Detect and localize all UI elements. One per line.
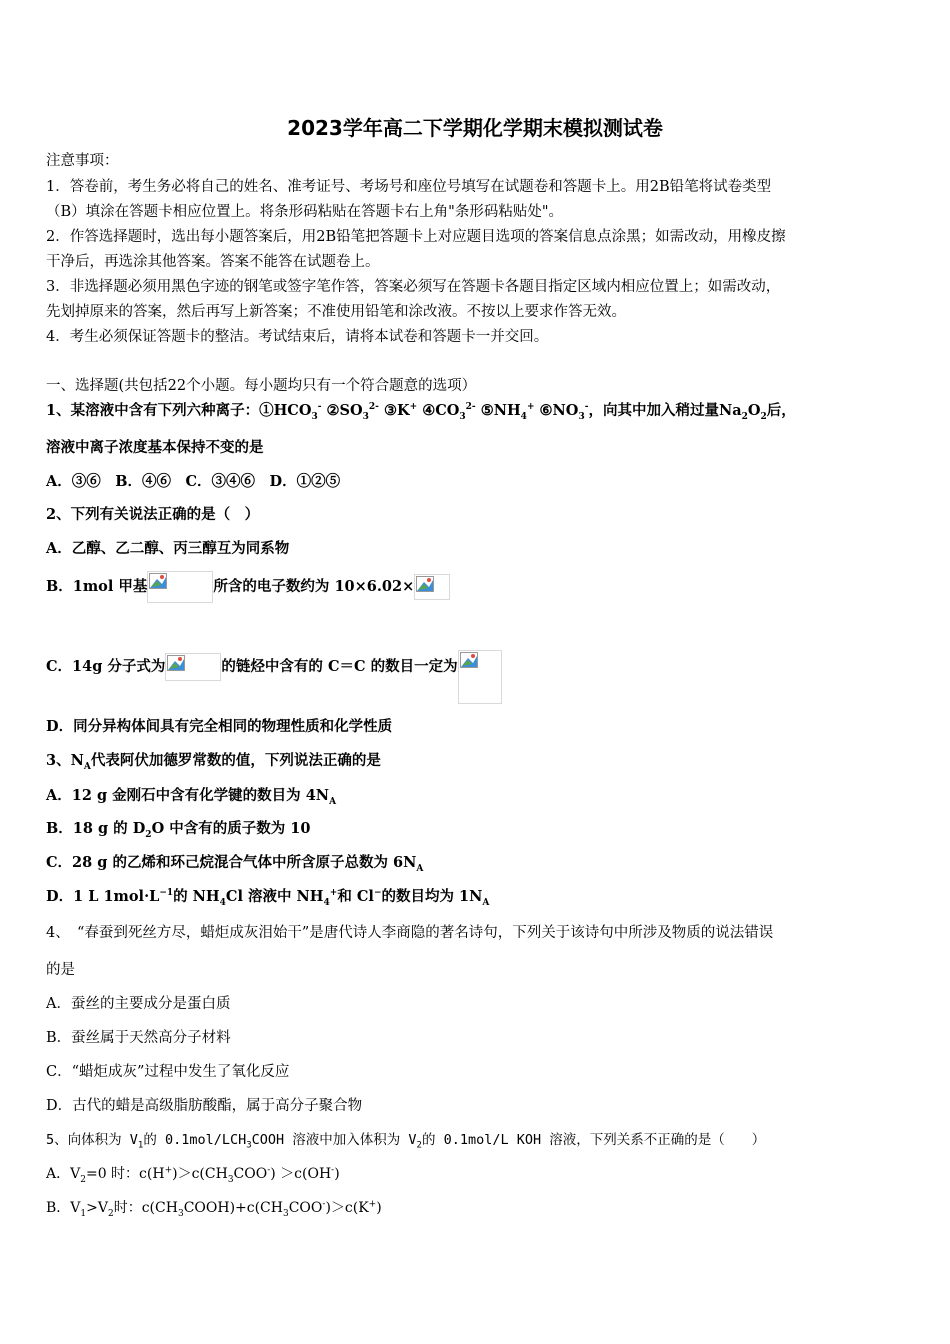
notice-line: 1．答卷前，考生务必将自己的姓名、准考证号、考场号和座位号填写在试题卷和答题卡上。用2B铅笔将试卷类型 <box>46 179 772 195</box>
broken-image-icon <box>165 653 221 681</box>
notice-line: （B）填涂在答题卡相应位置上。将条形码粘贴在答题卡右上角"条形码粘贴处"。 <box>46 204 563 220</box>
broken-image-icon <box>414 574 450 600</box>
question-3-option-c: C．28 g 的乙烯和环己烷混合气体中所含原子总数为 $6N_A$ <box>46 854 424 874</box>
notice-line: 先划掉原来的答案，然后再写上新答案；不准使用铅笔和涂改液。不按以上要求作答无效。 <box>46 304 626 320</box>
question-4-stem: 4、 “春蚕到死丝方尽，蜡炬成灰泪始干”是唐代诗人李商隐的著名诗句，下列关于该诗句中所涉及物质的说法错误 <box>46 925 774 941</box>
section-heading: 一、选择题(共包括22个小题。每小题均只有一个符合题意的选项） <box>46 378 477 394</box>
question-2-option-b: B．1mol 甲基 所含的电子数约为 10×6.02× <box>46 571 450 603</box>
question-2-option-c: C．14g 分子式为 的链烃中含有的 C＝C 的数目一定为 <box>46 630 502 684</box>
broken-image-icon <box>147 571 213 603</box>
question-4-option-d: D．古代的蜡是高级脂肪酸酯，属于高分子聚合物 <box>46 1098 363 1114</box>
question-3-option-d: D．1 L $1mol\cdot L^{-1}$的 $NH_4Cl$ 溶液中 $NH_4^+$和 Cl−的数目均为 $1N_A$ <box>46 888 490 908</box>
question-1-options: A．③⑥ B．④⑥ C．③④⑥ D．①②⑤ <box>46 473 341 490</box>
question-3-stem: 3、$N_A$代表阿伏加德罗常数的值，下列说法正确的是 <box>46 752 381 772</box>
notice-heading: 注意事项： <box>46 153 119 169</box>
notice-line: 4．考生必须保证答题卡的整洁。考试结束后，请将本试卷和答题卡一并交回。 <box>46 329 549 345</box>
question-5-option-a: A．$V_2=0$ 时：$c(H^+)>c(CH_3COO^-) >c(OH^-)$ <box>46 1165 340 1185</box>
question-4-option-a: A．蚕丝的主要成分是蛋白质 <box>46 996 231 1012</box>
question-1-stem: 1、某溶液中含有下列六种离子：$①HCO_3^-$ $②SO_3^{2-}$ ③K+ $④CO_3^{2-}$ $⑤NH_4^+$ $⑥NO_3^-$，向其中加入稍过量$Na_2O_2$后， <box>46 402 796 422</box>
question-5-stem: 5、向体积为 $V_1$的 $0.1mol/LCH_3COOH$ 溶液中加入体积为 $V_2$的 0.1mol/L KOH 溶液，下列关系不正确的是（ ） <box>46 1132 766 1151</box>
question-1-stem-line2: 溶液中离子浓度基本保持不变的是 <box>46 439 264 456</box>
question-2-option-d: D．同分异构体间具有完全相同的物理性质和化学性质 <box>46 718 393 735</box>
question-5-option-b: B．$V_1>V_2$时：$c(CH_3COOH)+c(CH_3COO^-)>c(K^+)$ <box>46 1199 382 1219</box>
question-3-option-a: A．12 g 金刚石中含有化学键的数目为 $4N_A$ <box>46 787 337 807</box>
broken-image-icon <box>458 650 502 704</box>
notice-line: 干净后，再选涂其他答案。答案不能答在试题卷上。 <box>46 254 380 270</box>
question-4-option-c: C．“蜡炬成灰”过程中发生了氧化反应 <box>46 1064 290 1080</box>
question-4-stem-line2: 的是 <box>46 962 75 978</box>
notice-line: 2．作答选择题时，选出每小题答案后，用2B铅笔把答题卡上对应题目选项的答案信息点涂黑；如需改动，用橡皮擦 <box>46 229 786 245</box>
page-title: 2023学年高二下学期化学期末模拟测试卷 <box>287 116 663 140</box>
question-2-option-a: A．乙醇、乙二醇、丙三醇互为同系物 <box>46 540 290 557</box>
question-2-stem: 2、下列有关说法正确的是（ ） <box>46 506 260 523</box>
question-3-option-b: B．18 g 的 $D_2O$ 中含有的质子数为 10 <box>46 820 311 840</box>
question-4-option-b: B．蚕丝属于天然高分子材料 <box>46 1030 231 1046</box>
notice-line: 3．非选择题必须用黑色字迹的钢笔或签字笔作答，答案必须写在答题卡各题目指定区域内相应位置上；如需改动， <box>46 279 781 295</box>
